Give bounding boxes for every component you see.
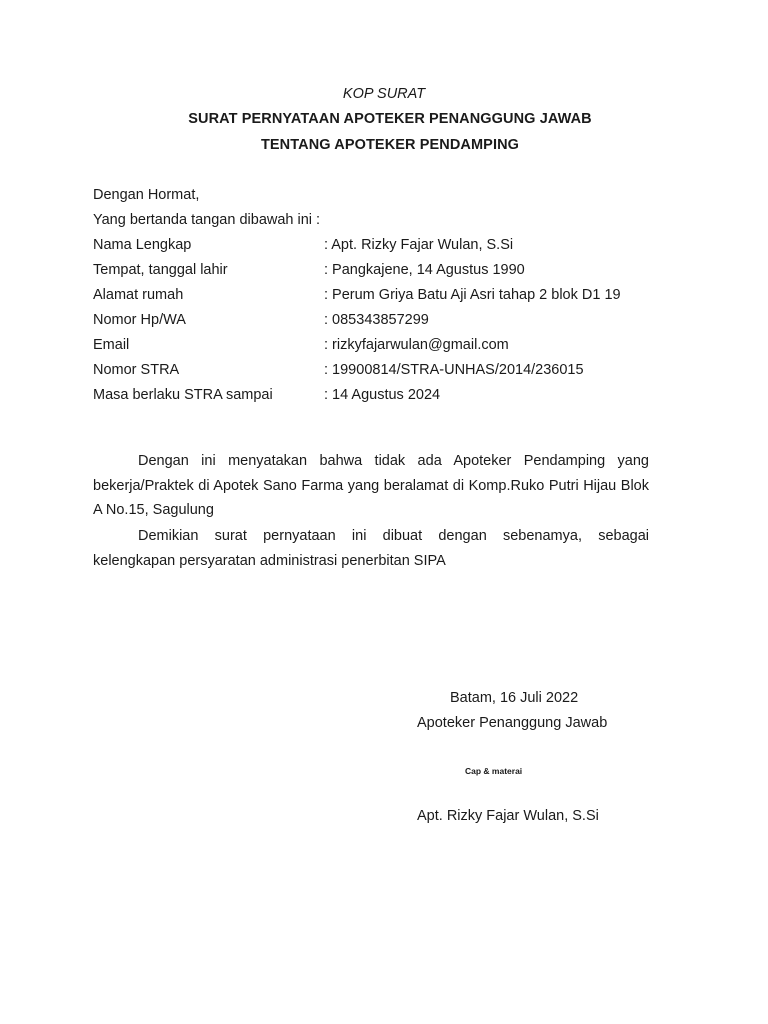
letterhead-placeholder: KOP SURAT bbox=[342, 86, 426, 102]
identity-label: Tempat, tanggal lahir bbox=[93, 262, 228, 278]
signature-role: Apoteker Penanggung Jawab bbox=[417, 715, 608, 731]
identity-value: : 19900814/STRA-UNHAS/2014/236015 bbox=[324, 362, 584, 378]
identity-label: Nomor Hp/WA bbox=[93, 312, 186, 328]
identity-label: Email bbox=[93, 337, 130, 353]
closing-paragraph bbox=[93, 524, 649, 573]
stamp-placeholder: Cap & materai bbox=[465, 766, 523, 776]
identity-value: : Perum Griya Batu Aji Asri tahap 2 blok D1 19 bbox=[324, 287, 621, 303]
identity-value: : Pangkajene, 14 Agustus 1990 bbox=[324, 262, 525, 278]
identity-row-email bbox=[93, 337, 693, 357]
document-subtitle: TENTANG APOTEKER PENDAMPING bbox=[260, 137, 520, 153]
greeting: Dengan Hormat, bbox=[93, 187, 200, 203]
identity-row-birth bbox=[93, 262, 693, 282]
identity-value: : Apt. Rizky Fajar Wulan, S.Si bbox=[324, 237, 514, 253]
identity-row-name bbox=[93, 237, 693, 257]
identity-label: Alamat rumah bbox=[93, 287, 184, 303]
identity-row-stra-expiry bbox=[93, 387, 693, 407]
identity-value: : 085343857299 bbox=[324, 312, 429, 328]
statement-paragraph bbox=[93, 449, 649, 523]
identity-label: Masa berlaku STRA sampai bbox=[93, 387, 273, 403]
signatory-name: Apt. Rizky Fajar Wulan, S.Si bbox=[417, 808, 599, 824]
identity-row-phone bbox=[93, 312, 693, 332]
identity-label: Nama Lengkap bbox=[93, 237, 192, 253]
identity-row-stra bbox=[93, 362, 693, 382]
identity-value: : rizkyfajarwulan@gmail.com bbox=[324, 337, 509, 353]
intro-line: Yang bertanda tangan dibawah ini : bbox=[93, 212, 321, 228]
closing-text: Demikian surat pernyataan ini dibuat dengan sebenamya, sebagai kelengkapan persyaratan administrasi penerbitan SIPA bbox=[93, 528, 649, 569]
identity-label: Nomor STRA bbox=[93, 362, 180, 378]
signature-place-date: Batam, 16 Juli 2022 bbox=[450, 690, 579, 706]
document-title: SURAT PERNYATAAN APOTEKER PENANGGUNG JAWAB bbox=[188, 111, 592, 127]
identity-row-address bbox=[93, 287, 693, 307]
identity-value: : 14 Agustus 2024 bbox=[324, 387, 441, 403]
statement-text: Dengan ini menyatakan bahwa tidak ada Apoteker Pendamping yang bekerja/Praktek di Apotek Sano Farma yang beralamat di Komp.Ruko Putri Hijau Blok A No.15, Sagulung bbox=[93, 453, 649, 518]
